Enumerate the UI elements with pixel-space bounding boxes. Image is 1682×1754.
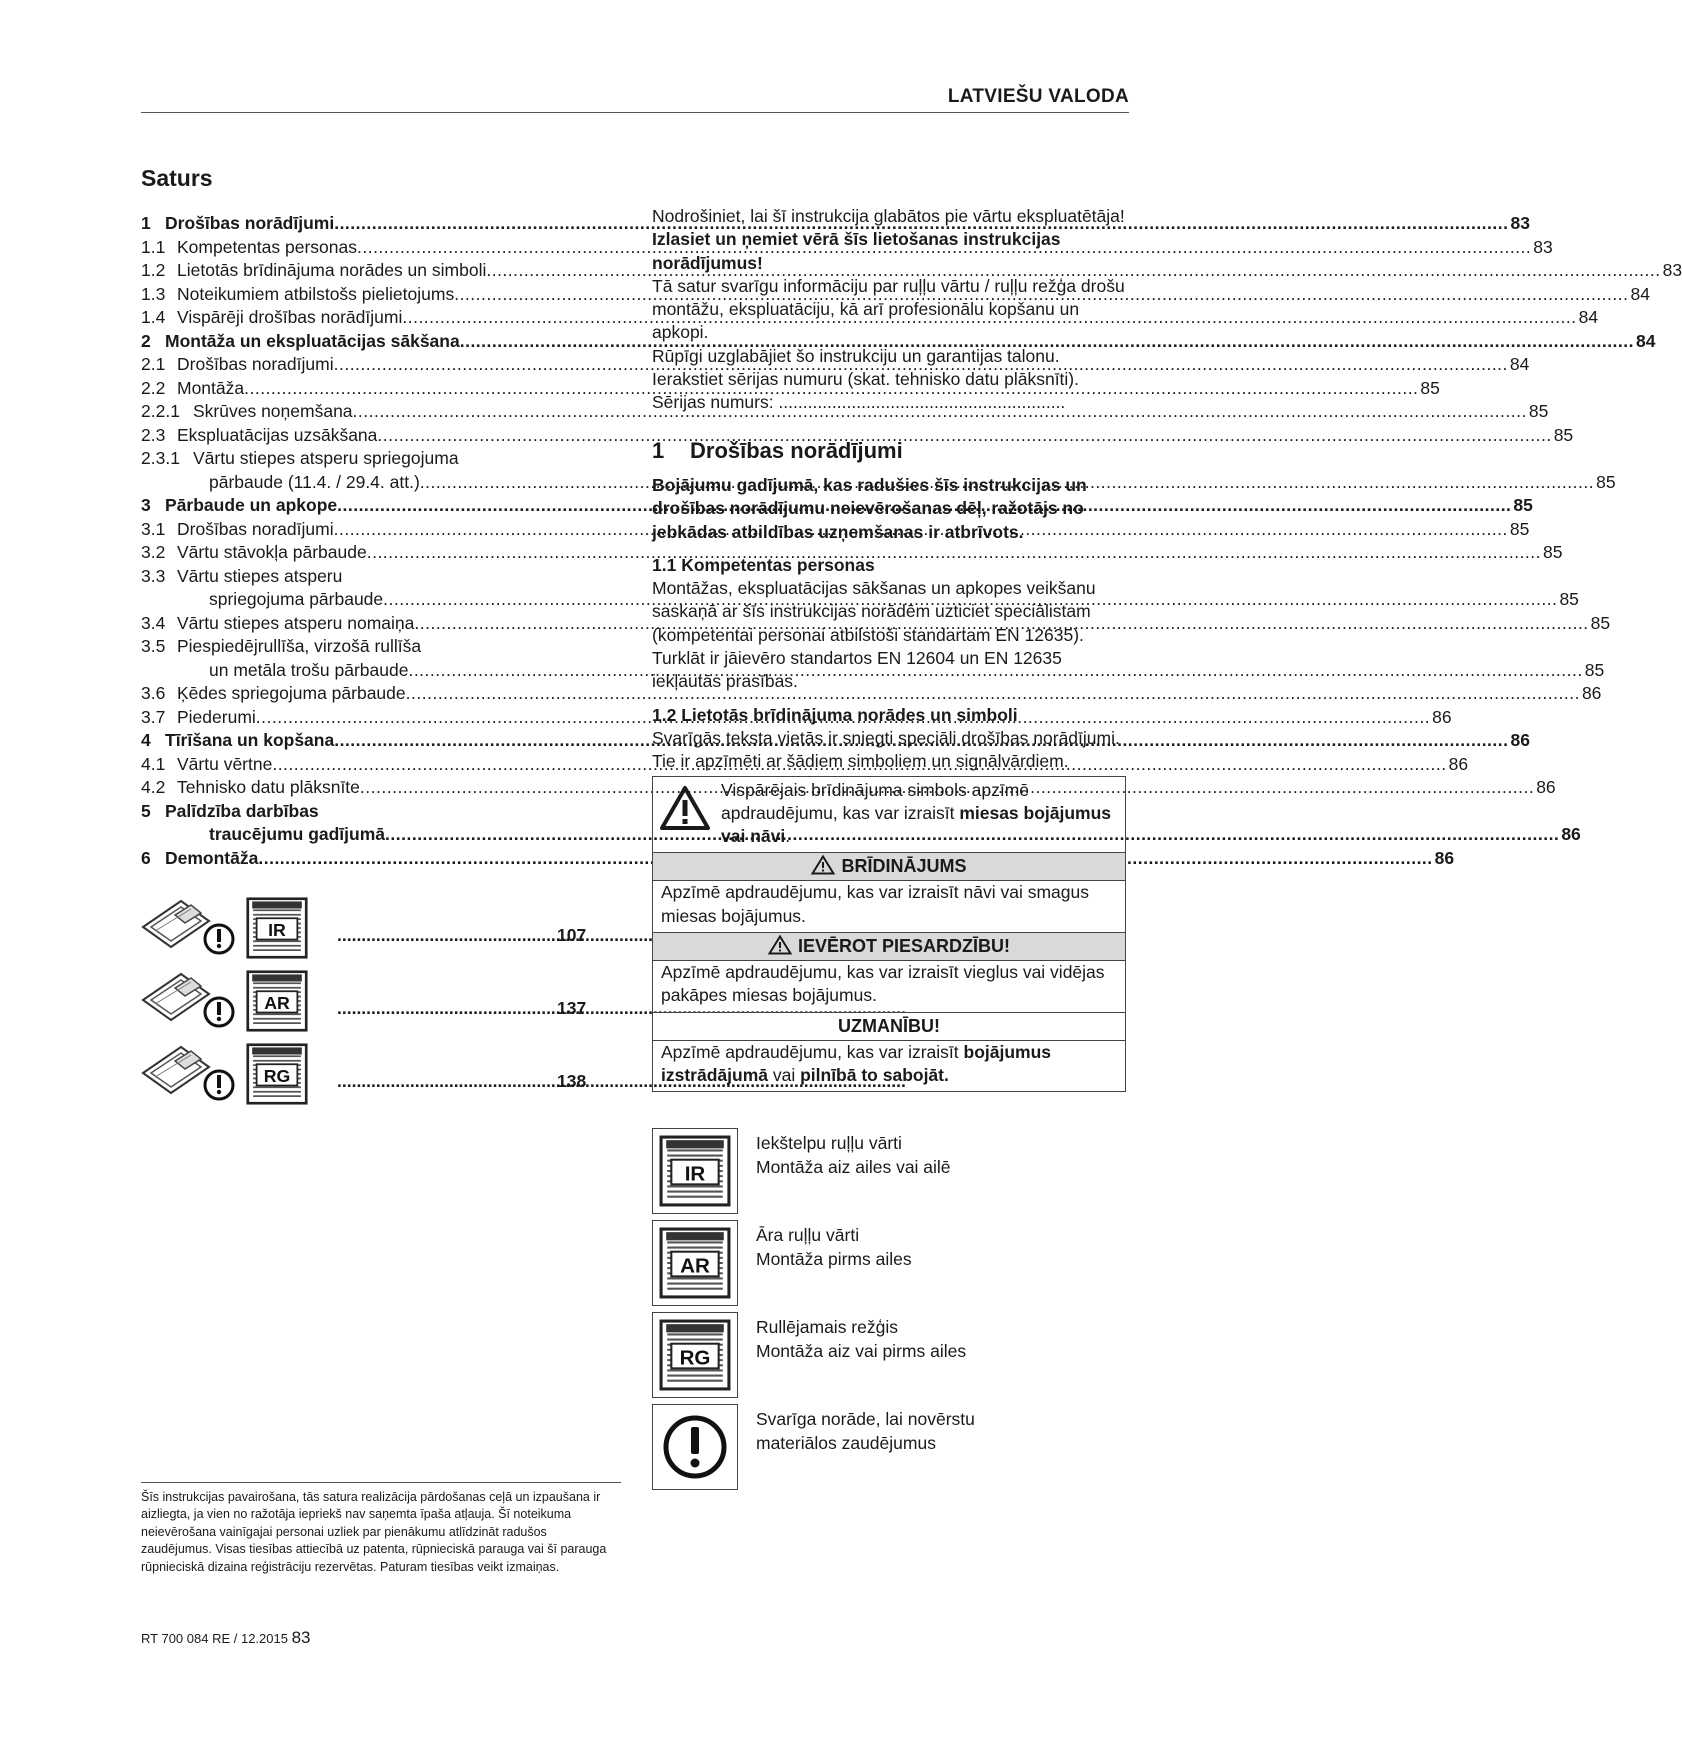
section-1-2-text: Svarīgās teksta vietās ir sniegti speciāli drošības norādījumi. Tie ir apzīmēti ar šādiem simboliem un signālvārdiem. — [652, 727, 1120, 772]
toc-entry-number: 1.3 — [141, 283, 166, 304]
door-code-label: RG — [263, 1065, 291, 1086]
doc-reference: RT 700 084 RE / 12.2015 — [141, 1631, 288, 1646]
toc-entry-page: 84 — [1578, 307, 1599, 327]
toc-entry-title: Piederumi — [177, 706, 256, 727]
caution-row — [653, 933, 1125, 1013]
toc-entry-title: Piespiedējrullīša, virzošā rullīša — [177, 636, 422, 656]
toc-entry — [141, 565, 621, 589]
toc-entry-number: 2.3.1 — [141, 448, 180, 468]
warning-label: BRĪDINĀJUMS — [653, 853, 1125, 881]
toc-entry-number: 2.2 — [141, 377, 166, 398]
toc-entry-number: 3.1 — [141, 518, 166, 539]
legend-text — [738, 1220, 912, 1312]
toc-entry-title: Tehnisko datu plāksnīte — [177, 777, 360, 797]
pictogram-reference-row — [141, 1041, 621, 1114]
page-number: 83 — [291, 1628, 311, 1647]
general-warning-text: Vispārējais brīdinājuma simbols apzīmē apdraudējumu, kas var izraisīt miesas bojājumus vai nāvi. — [721, 779, 1112, 847]
toc-entry-number: 1.1 — [141, 236, 166, 257]
section-1-title: Drošības norādījumi — [690, 437, 903, 463]
toc-entry-title: Drošības noradījumi — [177, 518, 334, 539]
pictogram-reference-row — [141, 895, 621, 968]
toc-entry-number: 6 — [141, 847, 151, 868]
warning-text: Apzīmē apdraudējumu, kas var izraisīt nāvi vai smagus miesas bojājumus. — [661, 882, 1089, 926]
legend-line-1: Āra ruļļu vārti — [756, 1225, 860, 1246]
toc-entry-page: 83 — [1662, 260, 1682, 280]
section-1-1-title: 1.1 Kompetentas personas — [652, 554, 875, 575]
door-code-label: AR — [264, 992, 290, 1013]
legend-text — [738, 1128, 951, 1220]
toc-entry — [141, 259, 1682, 283]
intro-read-note: Izlasiet un ņemiet vērā šīs lietošanas instrukcijas norādījumus! — [652, 229, 1061, 273]
door-code-label: IR — [684, 1162, 706, 1186]
toc-entry-number: 5 — [141, 800, 151, 821]
toc-entry — [141, 518, 1530, 542]
toc-entry — [141, 776, 1556, 800]
toc-entry-number: 2 — [141, 330, 151, 351]
toc-entry-title: Ķēdes spriegojuma pārbaude — [177, 683, 406, 703]
leader-dots — [337, 925, 557, 946]
door-ar-icon — [652, 1220, 738, 1306]
toc-entry — [141, 283, 1650, 307]
toc-entry-number — [141, 471, 209, 495]
legend-line-1: Svarīga norāde, lai novērstu — [756, 1409, 975, 1430]
toc-entry-title: pārbaude (11.4. / 29.4. att.) — [209, 471, 420, 492]
warning-symbols-table — [652, 776, 1126, 1093]
serial-number-line: Sērijas numurs: ........................................................... — [652, 392, 1066, 413]
toc-entry-title: Vārtu stāvokļa pārbaude — [177, 542, 367, 562]
toc-entry — [141, 424, 1574, 448]
legend-item — [652, 1404, 1130, 1496]
toc-entry — [141, 447, 621, 471]
toc-entry-number: 2.2.1 — [141, 401, 180, 421]
toc-entry-page: 84 — [1509, 354, 1530, 374]
toc-entry-page: 85 — [1543, 542, 1563, 562]
toc-entry — [141, 659, 1605, 683]
toc-entry-page: 85 — [1553, 424, 1574, 445]
warning-triangle-icon — [811, 855, 835, 875]
toc-entry-page: 83 — [1510, 213, 1530, 233]
toc-entry-number — [141, 659, 209, 683]
toc-entry-title: Ekspluatācijas uzsākšana — [177, 424, 378, 445]
toc-entry-page: 85 — [1528, 401, 1549, 421]
toc-entry-title: traucējumu gadījumā — [209, 824, 386, 844]
warning-triangle-icon — [659, 779, 721, 849]
notice-row — [653, 1013, 1125, 1092]
toc-entry — [141, 377, 1440, 401]
toc-entry-number: 4.1 — [141, 753, 166, 774]
door-ir-icon — [241, 897, 313, 964]
toc-entry-number — [141, 588, 209, 612]
toc-entry-title: Pārbaude un apkope — [165, 495, 338, 515]
toc-entry-number: 3.5 — [141, 636, 166, 656]
toc-entry-page: 85 — [1509, 518, 1530, 539]
door-ar-icon — [241, 970, 313, 1037]
warning-row — [653, 853, 1125, 933]
toc-entry-number: 3 — [141, 495, 151, 515]
legend-line-2: Montāža pirms ailes — [756, 1248, 912, 1269]
toc-entry-page: 86 — [1561, 824, 1581, 844]
toc-entry-number: 3.3 — [141, 565, 166, 586]
door-rg-icon — [241, 1043, 313, 1110]
toc-entry-page: 86 — [1434, 847, 1455, 868]
leader-dots — [337, 998, 557, 1019]
pictogram-references — [141, 895, 621, 1114]
toc-entry-page: 86 — [1581, 683, 1602, 703]
toc-entry-page: 84 — [1630, 283, 1650, 304]
pictogram-page-ref: 137 — [557, 998, 587, 1018]
legend-line-2: Montāža aiz vai pirms ailes — [756, 1340, 967, 1361]
pictogram-reference-row — [141, 968, 621, 1041]
toc-entry-number: 4.2 — [141, 777, 166, 797]
legend-line-2: Montāža aiz ailes vai ailē — [756, 1156, 951, 1177]
door-code-label: AR — [680, 1254, 710, 1278]
intro-keep-note: Nodrošiniet, lai šī instrukcija glabātos pie vārtu ekspluatētāja! — [652, 206, 1125, 226]
toc-entry-page: 86 — [1536, 777, 1556, 797]
toc-entry-number — [141, 823, 209, 847]
toc-entry — [141, 612, 1611, 636]
section-1-heading — [652, 439, 1130, 462]
liability-note: Bojājumu gadījumā, kas radušies šīs instrukcijas un drošības norādījumu neievērošanas dēļ, ražotājs no jebkādas atbildības uzņemšanas ir atbrīvots. — [652, 474, 1087, 542]
toc-entry — [141, 753, 1469, 777]
toc-entry-number: 4 — [141, 730, 151, 750]
legend-item — [652, 1312, 1130, 1404]
pictogram-page-ref: 138 — [557, 1071, 587, 1091]
door-code-label: IR — [268, 919, 286, 940]
manual-warning-icon — [141, 895, 236, 964]
intro-store-note: Rūpīgi uzglabājiet šo instrukciju un garantijas talonu. Ierakstiet sērijas numuru (skat. tehnisko datu plāksnīti). — [652, 345, 1079, 390]
section-1-2-title: 1.2 Lietotās brīdinājuma norādes un simboli — [652, 704, 1018, 725]
toc-entry-number: 2.1 — [141, 354, 166, 374]
toc-entry — [141, 635, 621, 659]
toc-entry-number: 2.3 — [141, 424, 166, 445]
legend-text — [738, 1312, 966, 1404]
toc-entry-title: Drošības noradījumi — [177, 354, 334, 374]
toc-entry-number: 3.6 — [141, 683, 166, 703]
toc-entry-page: 85 — [1590, 612, 1611, 633]
toc-entry-number: 1.4 — [141, 307, 166, 327]
toc-entry-title: Kompetentas personas — [177, 236, 357, 257]
intro-content-note: Tā satur svarīgu informāciju par ruļļu vārtu / ruļļu režģa drošu montāžu, ekspluatāciju, kā arī profesionālu kopšanu un apkopi. — [652, 275, 1125, 343]
toc-entry-page: 85 — [1584, 659, 1605, 680]
toc-entry-title: Drošības norādījumi — [165, 213, 335, 233]
exclamation-icon — [652, 1404, 738, 1490]
toc-entry-number: 3.2 — [141, 542, 166, 562]
pictogram-legend — [652, 1128, 1130, 1496]
toc-entry — [141, 823, 1581, 847]
toc-entry-number: 1.2 — [141, 260, 166, 280]
toc-entry-number: 3.7 — [141, 706, 166, 727]
toc-entry-title: spriegojuma pārbaude — [209, 589, 384, 609]
section-1-1-text: Montāžas, ekspluatācijas sākšanas un apkopes veikšanu saskaņā ar šīs instrukcijas norādēm uzticiet speciālistam (kompetentai personai atbilstoši standartam EN 12635). Turklāt ir jāievēro standartos EN 12604 un EN 12635 iekļautās prasības. — [652, 578, 1096, 692]
legend-line-1: Iekštelpu ruļļu vārti — [756, 1133, 902, 1154]
toc-entry-page: 86 — [1432, 706, 1452, 727]
toc-entry-title: Demontāža — [165, 847, 259, 868]
toc-entry-title: Vispārēji drošības norādījumi — [177, 307, 403, 327]
manual-warning-icon — [141, 1041, 236, 1110]
toc-entry-page: 85 — [1559, 589, 1579, 609]
toc-entry — [141, 471, 1616, 495]
toc-entry — [141, 682, 1602, 706]
toc-entry-title: Skrūves noņemšana — [193, 401, 353, 421]
toc-entry-title: Montāža un ekspluatācijas sākšana — [165, 330, 460, 351]
toc-title: Saturs — [141, 165, 213, 191]
toc-entry-title: Vārtu vērtne — [177, 753, 273, 774]
toc-entry-title: Tīrīšana un kopšana — [165, 730, 335, 750]
caution-label: IEVĒROT PIESARDZĪBU! — [653, 933, 1125, 961]
toc-entry-title: Vārtu stiepes atsperu — [177, 565, 343, 586]
page-footer — [141, 1628, 311, 1648]
toc-entry — [141, 800, 621, 824]
manual-warning-icon — [141, 968, 236, 1037]
toc-entry — [141, 588, 1579, 612]
legend-item — [652, 1128, 1130, 1220]
toc-entry-page: 86 — [1510, 730, 1530, 750]
legend-item — [652, 1220, 1130, 1312]
legal-notice: Šīs instrukcijas pavairošana, tās satura realizācija pārdošanas ceļā un izpaušana ir aizliegta, ja vien no ražotāja iepriekš nav saņemta īpaša atļauja. Šī noteikuma neievērošana vainīgajai personai uzliek par pienākumu atlīdzināt radušos zaudējumus. Visas tiesības attiecībā uz patenta, rūpnieciskā parauga vai šī parauga rūpnieciskā dizaina reģistrāciju rezervētas. Paturam tiesības veikt izmaiņas. — [141, 1482, 621, 1576]
warning-triangle-icon — [768, 935, 792, 955]
toc-entry-page: 84 — [1636, 330, 1656, 351]
toc-entry-page: 85 — [1420, 377, 1440, 398]
toc-entry-title: un metāla trošu pārbaude — [209, 659, 409, 680]
door-rg-icon — [652, 1312, 738, 1398]
legend-line-1: Rullējamais režģis — [756, 1317, 898, 1338]
door-ir-icon — [652, 1128, 738, 1214]
toc-entry-page: 85 — [1596, 471, 1616, 492]
toc-entry — [141, 306, 1599, 330]
notice-label: UZMANĪBU! — [653, 1013, 1125, 1041]
right-column — [652, 205, 1130, 1496]
toc-entry-title: Lietotās brīdinājuma norādes un simboli — [177, 260, 487, 280]
legend-text — [738, 1404, 975, 1496]
toc-entry-title: Montāža — [177, 377, 245, 398]
language-header: LATVIEŠU VALODA — [947, 86, 1129, 107]
caution-text: Apzīmē apdraudējumu, kas var izraisīt vieglus vai vidējas pakāpes miesas bojājumus. — [661, 962, 1105, 1006]
toc-entry-title: Palīdzība darbības — [165, 800, 319, 821]
pictogram-page-ref: 107 — [557, 925, 587, 945]
leader-dots — [337, 1071, 557, 1092]
toc-entry — [141, 330, 1656, 354]
toc-entry-title: Vārtu stiepes atsperu nomaiņa — [177, 612, 415, 633]
header-divider — [141, 112, 1129, 113]
toc-entry-title: Vārtu stiepes atsperu spriegojuma — [193, 448, 459, 468]
notice-text: Apzīmē apdraudējumu, kas var izraisīt bojājumus izstrādājumā vai pilnībā to sabojāt. — [661, 1041, 1052, 1085]
toc-entry-number: 3.4 — [141, 612, 166, 633]
toc-entry-title: Noteikumiem atbilstošs pielietojums — [177, 283, 455, 304]
door-code-label: RG — [679, 1346, 711, 1370]
section-1-number: 1 — [652, 437, 665, 463]
toc-entry-number: 1 — [141, 213, 151, 233]
legend-line-2: materiālos zaudējumus — [756, 1432, 936, 1453]
toc-entry-page: 83 — [1533, 236, 1553, 257]
general-warning-row — [653, 777, 1125, 854]
toc-entry-page: 86 — [1448, 753, 1469, 774]
toc-entry-page: 85 — [1513, 495, 1533, 515]
toc-entry — [141, 494, 1533, 518]
